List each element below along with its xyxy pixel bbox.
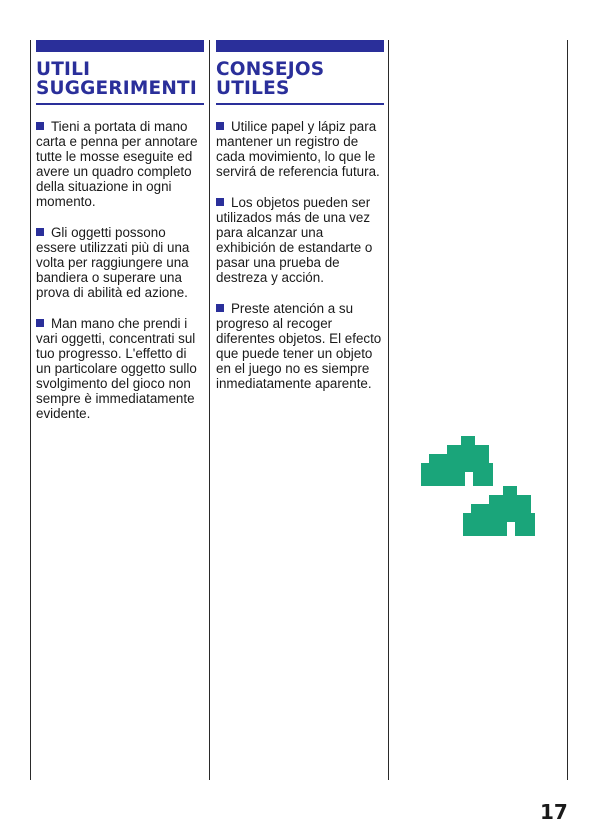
spanish-tip-3 — [216, 301, 384, 391]
bullet-square-icon — [36, 228, 44, 236]
heading-underline — [216, 103, 384, 105]
spanish-column — [216, 40, 384, 391]
bullet-square-icon — [216, 198, 224, 206]
bullet-square-icon — [36, 319, 44, 327]
spanish-tip-1-text: Utilice papel y lápiz para mantener un registro de cada movimiento, lo que le servirá de referencia futura. — [216, 119, 380, 179]
italian-tip-2-text: Gli oggetti possono essere utilizzati più di una volta per raggiungere una bandiera o superare una prova di abilità ed azione. — [36, 225, 190, 300]
spanish-heading: CONSEJOS UTILES — [216, 59, 325, 99]
italian-tip-1-text: Tieni a portata di mano carta e penna per annotare tutte le mosse eseguite ed avere un quadro completo della situazione in ogni momento. — [36, 119, 198, 209]
heading-bar — [216, 40, 384, 52]
bullet-square-icon — [36, 122, 44, 130]
column-rule-far-right — [567, 40, 568, 780]
spanish-tip-3-text: Preste atención a su progreso al recoger diferentes objetos. El efecto que puede tener un objeto en el juego no es siempre inmediatamente aparente. — [216, 301, 382, 391]
italian-tip-3-text: Man mano che prendi i vari oggetti, concentrati sul tuo progresso. L'effetto di un particolare oggetto sullo svolgimento del gioco non sempre è immediatamente evidente. — [36, 316, 197, 421]
column-rule-left — [30, 40, 31, 780]
italian-column — [36, 40, 204, 421]
page-number: 17 — [540, 800, 568, 824]
spanish-tip-2 — [216, 195, 384, 285]
heading-bar — [36, 40, 204, 52]
spanish-tip-1 — [216, 119, 384, 179]
column-rule-middle — [209, 40, 210, 780]
column-rule-right — [388, 40, 389, 780]
heading-underline — [36, 103, 204, 105]
pixel-creature-icon — [421, 436, 493, 486]
bullet-square-icon — [216, 122, 224, 130]
italian-tip-3 — [36, 316, 204, 421]
italian-heading: UTILI SUGGERIMENTI — [36, 59, 197, 99]
pixel-creature-icon — [463, 486, 535, 536]
spanish-tip-2-text: Los objetos pueden ser utilizados más de una vez para alcanzar una exhibición de estandarte o pasar una prueba de destreza y acción. — [216, 195, 373, 285]
italian-tip-1 — [36, 119, 204, 209]
bullet-square-icon — [216, 304, 224, 312]
italian-tip-2 — [36, 225, 204, 300]
